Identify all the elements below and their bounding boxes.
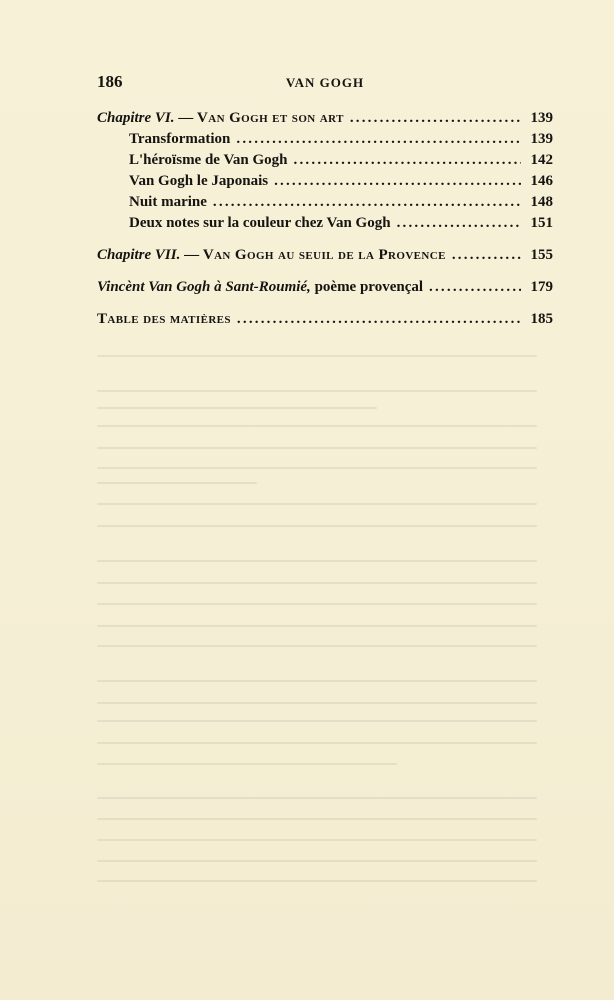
toc-entry-section[interactable] bbox=[97, 215, 553, 236]
entry-page-number: 139 bbox=[530, 110, 553, 126]
chapter-label: Chapitre VII. bbox=[97, 247, 181, 263]
running-title: VAN GOGH bbox=[285, 75, 365, 90]
dot-leader bbox=[429, 279, 521, 296]
show-through-text bbox=[97, 345, 567, 885]
page-number: 186 bbox=[97, 72, 123, 91]
entry-page-number: 179 bbox=[530, 279, 553, 295]
poem-title: Vincènt Van Gogh à Sant-Roumié, bbox=[97, 279, 311, 295]
entry-title bbox=[97, 110, 344, 127]
section-title: Deux notes sur la couleur chez Van Gogh bbox=[129, 215, 391, 231]
toc-entry-section[interactable] bbox=[97, 152, 553, 173]
dot-leader bbox=[452, 247, 521, 264]
dot-leader bbox=[274, 173, 521, 190]
chapter-title: Van Gogh au seuil de la Provence bbox=[202, 247, 446, 263]
chapter-title: Van Gogh et son art bbox=[197, 110, 344, 126]
dot-leader bbox=[294, 152, 521, 169]
table-of-contents bbox=[97, 110, 553, 332]
entry-page-number: 146 bbox=[530, 173, 553, 189]
toc-entry-chapter-7[interactable] bbox=[97, 247, 553, 268]
toc-entry-poem[interactable] bbox=[97, 279, 553, 300]
entry-page-number: 139 bbox=[530, 131, 553, 147]
table-title: Table des matières bbox=[97, 311, 231, 327]
entry-page-number: 142 bbox=[530, 152, 553, 168]
entry-title bbox=[97, 247, 446, 264]
entry-page-number: 148 bbox=[530, 194, 553, 210]
toc-entry-section[interactable] bbox=[97, 194, 553, 215]
toc-entry-section[interactable] bbox=[97, 173, 553, 194]
entry-page-number: 151 bbox=[530, 215, 553, 231]
entry-title bbox=[97, 279, 423, 296]
running-head bbox=[97, 72, 553, 94]
section-title: Transformation bbox=[129, 131, 231, 147]
toc-entry-section[interactable] bbox=[97, 131, 553, 152]
entry-title bbox=[97, 311, 231, 328]
chapter-dash: — bbox=[174, 110, 198, 126]
entry-page-number: 185 bbox=[530, 311, 553, 327]
section-title: L'héroïsme de Van Gogh bbox=[129, 152, 288, 168]
poem-subtitle: poème provençal bbox=[310, 279, 424, 295]
entry-page-number: 155 bbox=[530, 247, 553, 263]
dot-leader bbox=[237, 311, 521, 328]
section-title: Nuit marine bbox=[129, 194, 207, 210]
section-title: Van Gogh le Japonais bbox=[129, 173, 269, 189]
toc-entry-table-of-contents[interactable] bbox=[97, 311, 553, 332]
toc-entry-chapter-6[interactable] bbox=[97, 110, 553, 131]
chapter-dash: — bbox=[180, 247, 203, 263]
chapter-label: Chapitre VI. bbox=[97, 110, 175, 126]
dot-leader bbox=[213, 194, 521, 211]
dot-leader bbox=[236, 131, 521, 148]
dot-leader bbox=[397, 215, 521, 232]
dot-leader bbox=[350, 110, 521, 127]
